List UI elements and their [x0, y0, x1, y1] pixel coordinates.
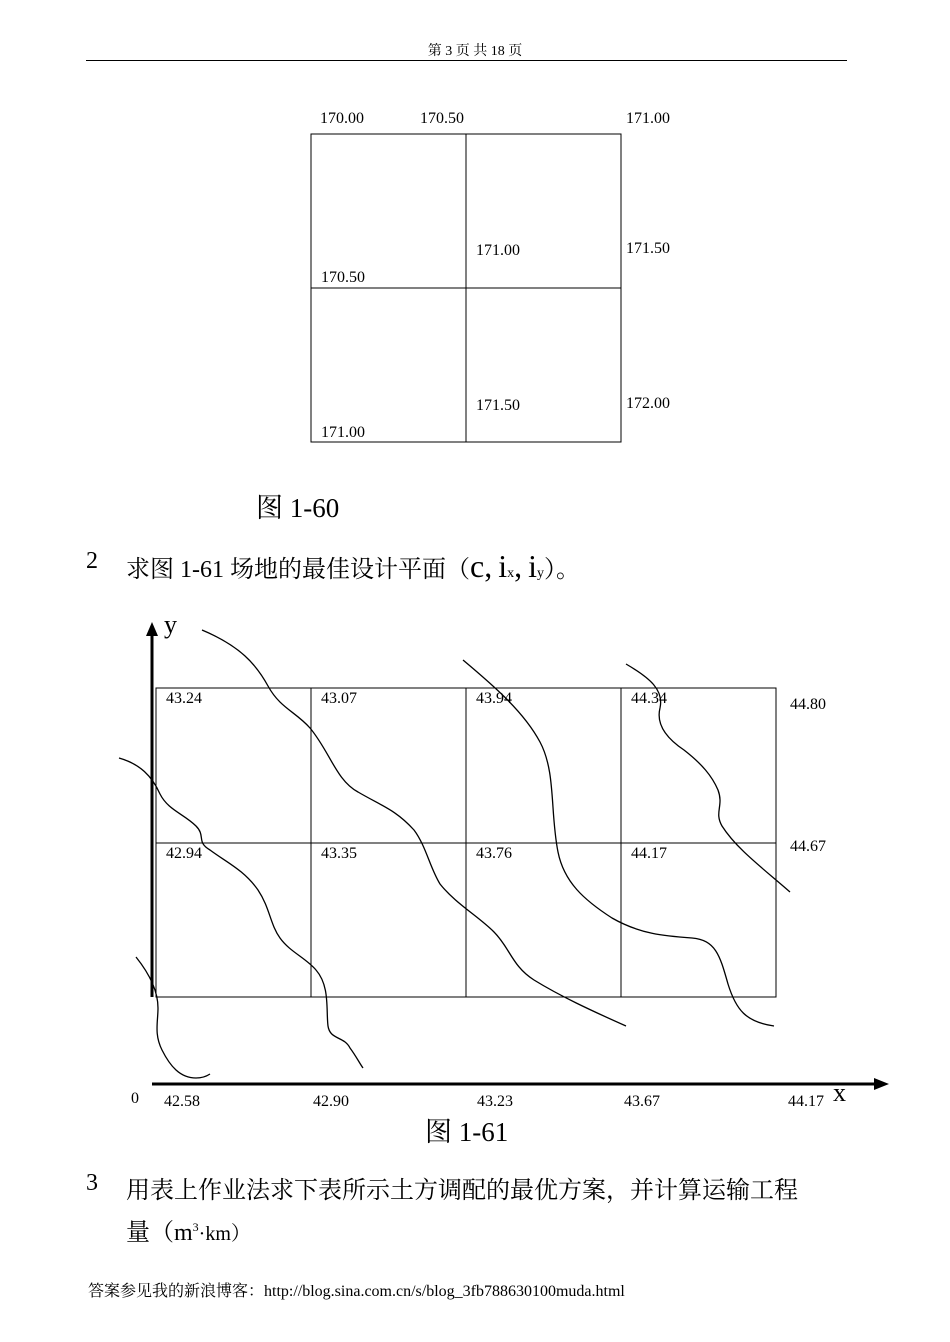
- fig61-x-value-2: 42.90: [313, 1093, 349, 1110]
- fig60-cell-label-2: 170.50: [321, 269, 365, 286]
- fig60-top-label-1: 170.00: [320, 110, 364, 127]
- y-axis-arrow: [146, 622, 158, 636]
- fig60-cell-label-3: 171.50: [476, 397, 520, 414]
- question-2-close: ）。: [543, 557, 580, 583]
- question-2-number: 2: [86, 548, 98, 574]
- i-y-symbol: i: [528, 548, 537, 584]
- figure-1-60-caption: 图 1-60: [256, 493, 340, 523]
- fig61-x-value-5: 44.17: [788, 1093, 824, 1110]
- x-axis-arrow: [874, 1078, 889, 1090]
- question-3-number: 3: [86, 1170, 98, 1196]
- y-axis-label: y: [164, 610, 177, 639]
- q3-superscript: 3: [192, 1220, 199, 1234]
- q3-suffix: ·km）: [198, 1223, 251, 1245]
- fig61-mid-value-2: 43.35: [321, 845, 357, 862]
- fig60-top-label-2: 170.50: [420, 110, 464, 127]
- fig61-top-value-1: 43.24: [166, 690, 202, 707]
- fig61-top-value-2: 43.07: [321, 690, 357, 707]
- fig61-x-value-4: 43.67: [624, 1093, 660, 1110]
- footer-blog-link[interactable]: 答案参见我的新浪博客：http://blog.sina.com.cn/s/blog_3fb788630100muda.html: [88, 1283, 625, 1300]
- question-3-line-1: 用表上作业法求下表所示土方调配的最优方案，并计算运输工程: [126, 1178, 798, 1204]
- fig61-grid: [156, 688, 776, 997]
- fig61-mid-value-3: 43.76: [476, 845, 512, 862]
- figure-1-61-caption: 图 1-61: [425, 1117, 509, 1147]
- question-2-body: 求图 1-61 场地的最佳设计平面（: [126, 557, 470, 583]
- fig60-cell-label-4: 171.00: [321, 424, 365, 441]
- origin-label: 0: [131, 1090, 139, 1107]
- fig60-cell-label-1: 171.00: [476, 242, 520, 259]
- page-header: 第 3 页 共 18 页: [427, 44, 523, 59]
- x-axis-label: x: [833, 1078, 846, 1107]
- contour-3: [202, 630, 626, 1026]
- fig61-top-value-3: 43.94: [476, 690, 512, 707]
- c-symbol: c,: [470, 548, 493, 584]
- comma: ,: [514, 548, 523, 584]
- fig61-x-value-3: 43.23: [477, 1093, 513, 1110]
- fig60-top-label-3: 171.00: [626, 110, 670, 127]
- fig61-mid-value-4: 44.17: [631, 845, 667, 862]
- fig60-right-label-mid: 171.50: [626, 240, 670, 257]
- fig61-mid-value-1: 42.94: [166, 845, 202, 862]
- fig61-top-value-5: 44.80: [790, 696, 826, 713]
- i-x-symbol: i: [498, 548, 508, 584]
- subscript-y: y: [536, 566, 544, 581]
- contour-1: [136, 957, 210, 1078]
- fig61-mid-value-5: 44.67: [790, 838, 826, 855]
- subscript-x: x: [507, 566, 515, 581]
- fig60-right-label-bottom: 172.00: [626, 395, 670, 412]
- contour-lines: [119, 630, 790, 1078]
- fig61-x-value-1: 42.58: [164, 1093, 200, 1110]
- q3-prefix: 量（m: [126, 1220, 193, 1246]
- question-3-line-2: [126, 1212, 251, 1247]
- fig61-top-value-4: 44.34: [631, 690, 667, 707]
